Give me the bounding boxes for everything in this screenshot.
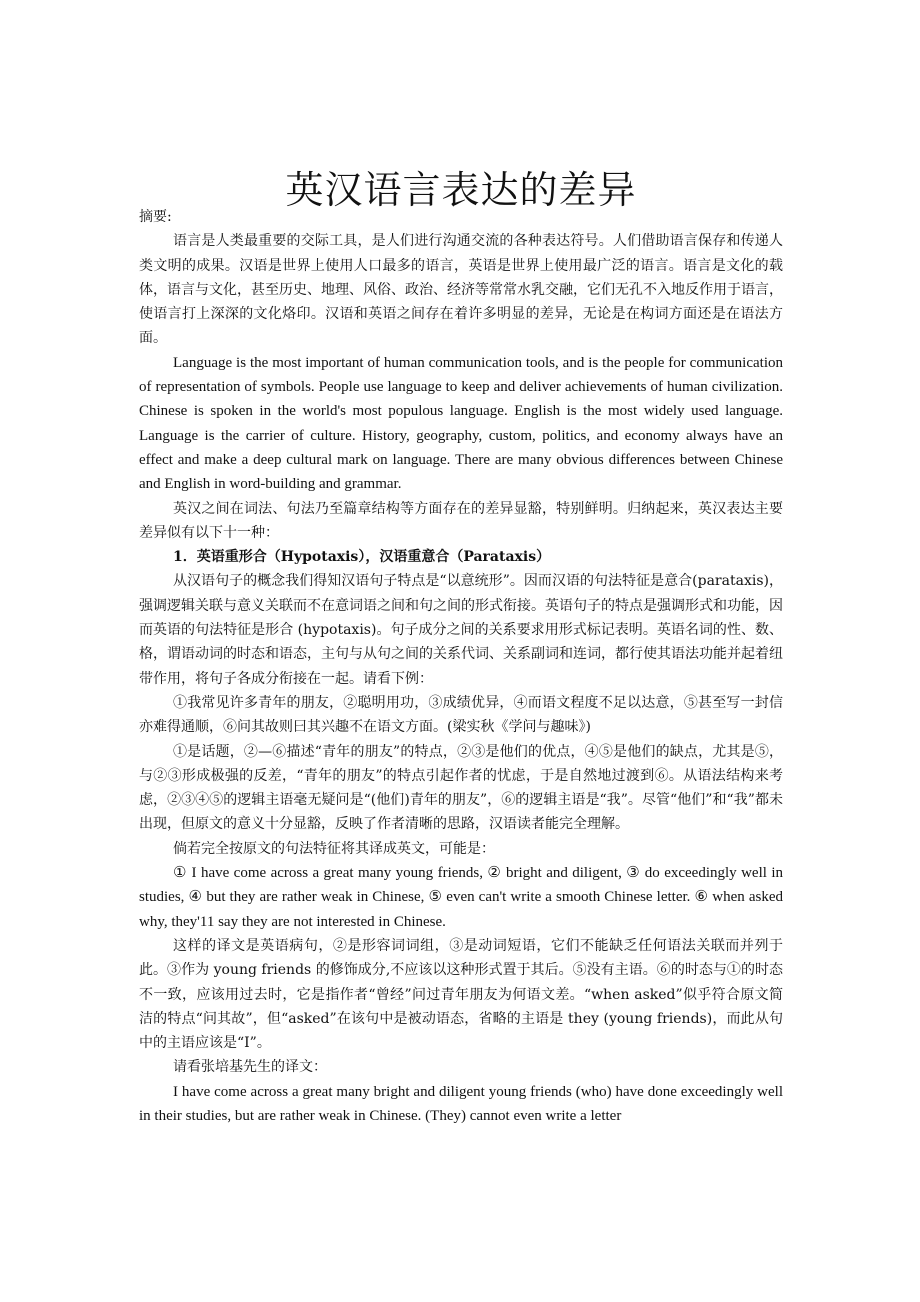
critique-paragraph: 这样的译文是英语病句，②是形容词词组，③是动词短语，它们不能缺乏任何语法关联而并列于此。③作为 young friends 的修饰成分,不应该以这种形式置于其后。⑤没有主语。⑥的时态与①的时态不一致，应该用过去时，它是指作者“曾经”问过青年朋友为何语文差。“when asked”似乎符合原文简洁的特点“问其故”，但“asked”在该句中是被动语态，省略的主语是 they (young friends)，而此从句中的主语应该是“I”。 — [139, 937, 783, 1052]
section-1-heading: 1．英语重形合（Hypotaxis），汉语重意合（Parataxis） — [173, 549, 551, 566]
example-chinese: ①我常见许多青年的朋友，②聪明用功，③成绩优异，④而语文程度不足以达意，⑤甚至写一封信亦难得通顺，⑥问其故则曰其兴趣不在语文方面。(梁实秋《学问与趣味》) — [139, 694, 783, 736]
literal-translation: ① I have come across a great many young friends, ② bright and diligent, ③ do exceedingly well in studies, ④ but they are rather weak in Chinese, ⑤ even can't write a smooth Chinese letter. ⑥ when asked why, they'11 say they are not interested in Chinese. — [139, 865, 783, 930]
see-zhang-line: 请看张培基先生的译文： — [173, 1059, 327, 1076]
document-body — [139, 205, 783, 1128]
abstract-english: Language is the most important of human communication tools, and is the people for communication of representation of symbols. People use language to keep and deliver achievements of human civilization. Chinese is spoken in the world's most populous language. English is the most widely used language. Language is the carrier of culture. History, geography, custom, politics, and economy always have an effect and make a deep cultural mark on language. There are many obvious differences between Chinese and English in word-building and grammar. — [139, 354, 783, 493]
section-1-paragraph: 从汉语句子的概念我们得知汉语句子特点是“以意统形”。因而汉语的句法特征是意合(parataxis)，强调逻辑关联与意义关联而不在意词语之间和句之间的形式衔接。英语句子的特点是强调形式和功能，因而英语的句法特征是形合 (hypotaxis)。句子成分之间的关系要求用形式标记表明。英语名词的性、数、格，谓语动词的时态和语态，主句与从句之间的关系代词、关系副词和连词，都行使其语法功能并起着纽带作用，将句子各成分衔接在一起。请看下例： — [139, 573, 783, 687]
abstract-label: 摘要: — [139, 209, 172, 225]
document-title: 英汉语言表达的差异 — [285, 168, 637, 213]
abstract-chinese: 语言是人类最重要的交际工具，是人们进行沟通交流的各种表达符号。人们借助语言保存和传递人类文明的成果。汉语是世界上使用人口最多的语言，英语是世界上使用最广泛的语言。语言是文化的载体，语言与文化，甚至历史、地理、风俗、政治、经济等常常水乳交融，它们无孔不入地反作用于语言，使语言打上深深的文化烙印。汉语和英语之间存在着许多明显的差异，无论是在构词方面还是在语法方面。 — [139, 233, 783, 347]
intro-paragraph: 英汉之间在词法、句法乃至篇章结构等方面存在的差异显豁，特别鲜明。归纳起来，英汉表达主要差异似有以下十一种： — [139, 500, 783, 541]
zhang-translation: I have come across a great many bright and diligent young friends (who) have done exceedingly well in their studies, but are rather weak in Chinese. (They) cannot even write a letter — [139, 1083, 783, 1124]
analysis-paragraph: ①是话题，②—⑥描述“青年的朋友”的特点，②③是他们的优点，④⑤是他们的缺点，尤其是⑤，与②③形成极强的反差，“青年的朋友”的特点引起作者的忧虑，于是自然地过渡到⑥。从语法结构来考虑，②③④⑤的逻辑主语毫无疑问是“(他们)青年的朋友”，⑥的逻辑主语是“我”。尽管“他们”和“我”都未出现，但原文的意义十分显豁，反映了作者清晰的思路，汉语读者能完全理解。 — [139, 743, 783, 833]
if-translated-line: 倘若完全按原文的句法特征将其译成英文，可能是： — [173, 840, 495, 857]
